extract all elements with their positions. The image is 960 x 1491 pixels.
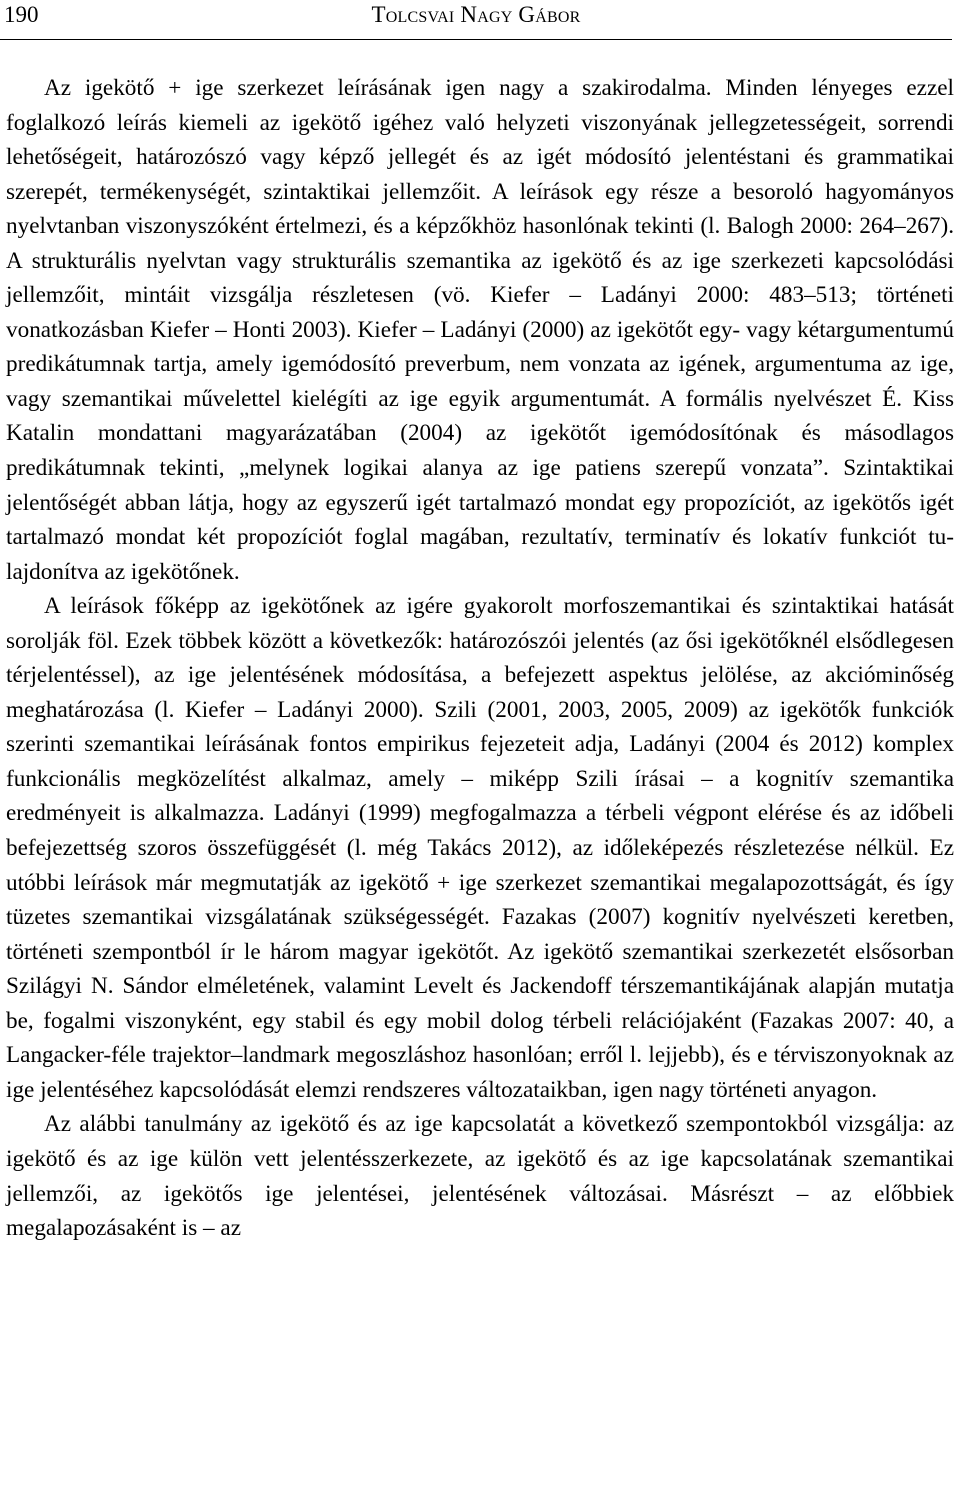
running-head: Tolcsvai Nagy Gábor bbox=[371, 2, 581, 27]
page-header bbox=[0, 0, 952, 40]
page-number: 190 bbox=[4, 2, 39, 27]
body-text bbox=[6, 71, 954, 1246]
paragraph: Az alábbi tanulmány az igekötő és az ige kapcsolatát a következő szempontokból vizsgálja: az igekötő és az ige külön vett jelentésszerkezete, az igekötő és az ige kapcsolatának szemantikai jellemzői, az igekötős ige jelentései, jelentésének változásai. Másrészt – az előbbiek megalapozásaként is – az bbox=[6, 1111, 954, 1242]
paragraph: Az igekötő + ige szerkezet leírásának igen nagy a szakirodalma. Minden lényeges ezzel foglalkozó leírás kiemeli az igekötő igéhez való helyzeti viszonyának jellegzetességeit, sorrendi lehetőségeit, határozószó vagy képző jellegét és az igét módosító jelentéstani és grammatikai szerepét, termékenységét, szintaktikai jellemzőit. A leírások egy része a besoroló hagyományos nyelvtanban viszonyszóként értelmezi, és a képzőkhöz hasonlónak tekinti (l. Balogh 2000: 264–267). A strukturális nyelvtan vagy strukturális szemantika az igekötő és az ige szerkezeti kapcsolódási jellemzőit, mintáit vizsgálja részletesen (vö. Kiefer – Ladányi 2000: 483–513; történeti vonatkozásban Kiefer – Honti 2003). Kiefer – Ladányi (2000) az igekötőt egy- vagy kétargumentumú predikátumnak tartja, amely igemódosító preverbum, nem vonzata az igének, argumentuma az ige, vagy szemantikai művelettel kielégíti az ige egyik argumentumát. A formális nyelvészet É. Kiss Katalin mondattani magyarázatában (2004) az igekötőt igemódosítónak és másodlagos predikátumnak tekinti, „melynek logikai alanya az ige patiens szerepű vonzata”. Szintaktikai jelentőségét abban látja, hogy az egyszerű igét tartalmazó mondat egy propozíciót, az igekötős igét tartalmazó mondat két propozíciót foglal magában, rezultatív, terminatív és lokatív funkciót tulajdonítva az igekötőnek. bbox=[6, 75, 954, 585]
paragraph: A leírások főképp az igekötőnek az igére gyakorolt morfoszemantikai és szintaktikai hatását sorolják föl. Ezek többek között a következők: határozószói jelentés (az ősi igekötőknél elsődlegesen térjelentéssel), az ige jelentésének módosítása, a befejezett aspektus jelölése, az akcióminőség meghatározása (l. Kiefer – Ladányi 2000). Szili (2001, 2003, 2005, 2009) az igekötők funkciók szerinti szemantikai leírásának fontos empirikus fejezeteit adja, Ladányi (2004 és 2012) komplex funkcionális megközelítést alkalmaz, amely – miképp Szili írásai – a kognitív szemantika eredményeit is alkalmazza. Ladányi (1999) megfogalmazza a térbeli végpont elérése és az időbeli befejezettség szoros összefüggését (l. még Takács 2012), az időleképezés részletezése nélkül. Ez utóbbi leírások már megmutatják az igekötő + ige szerkezet szemantikai megalapozottságát, és így tüzetes szemantikai vizsgálatának szükségességét. Fazakas (2007) kognitív nyelvészeti keretben, történeti szempontból ír le három magyar igekötőt. Az igekötő szemantikai szerkezetét elsősorban Szilágyi N. Sándor elméletének, valamint Levelt és Jackendoff térszemantikájának alapján mutatja be, fogalmi viszonyként, egy stabil és egy mobil dolog térbeli relációjaként (Fazakas 2007: 40, a Langacker-féle trajektor–landmark megoszláshoz hasonlóan; erről l. lejjebb), és e térviszonyoknak az ige jelentéséhez kapcsolódását elemzi rendszeres változataikban, igen nagy történeti anyagon. bbox=[6, 593, 954, 1103]
